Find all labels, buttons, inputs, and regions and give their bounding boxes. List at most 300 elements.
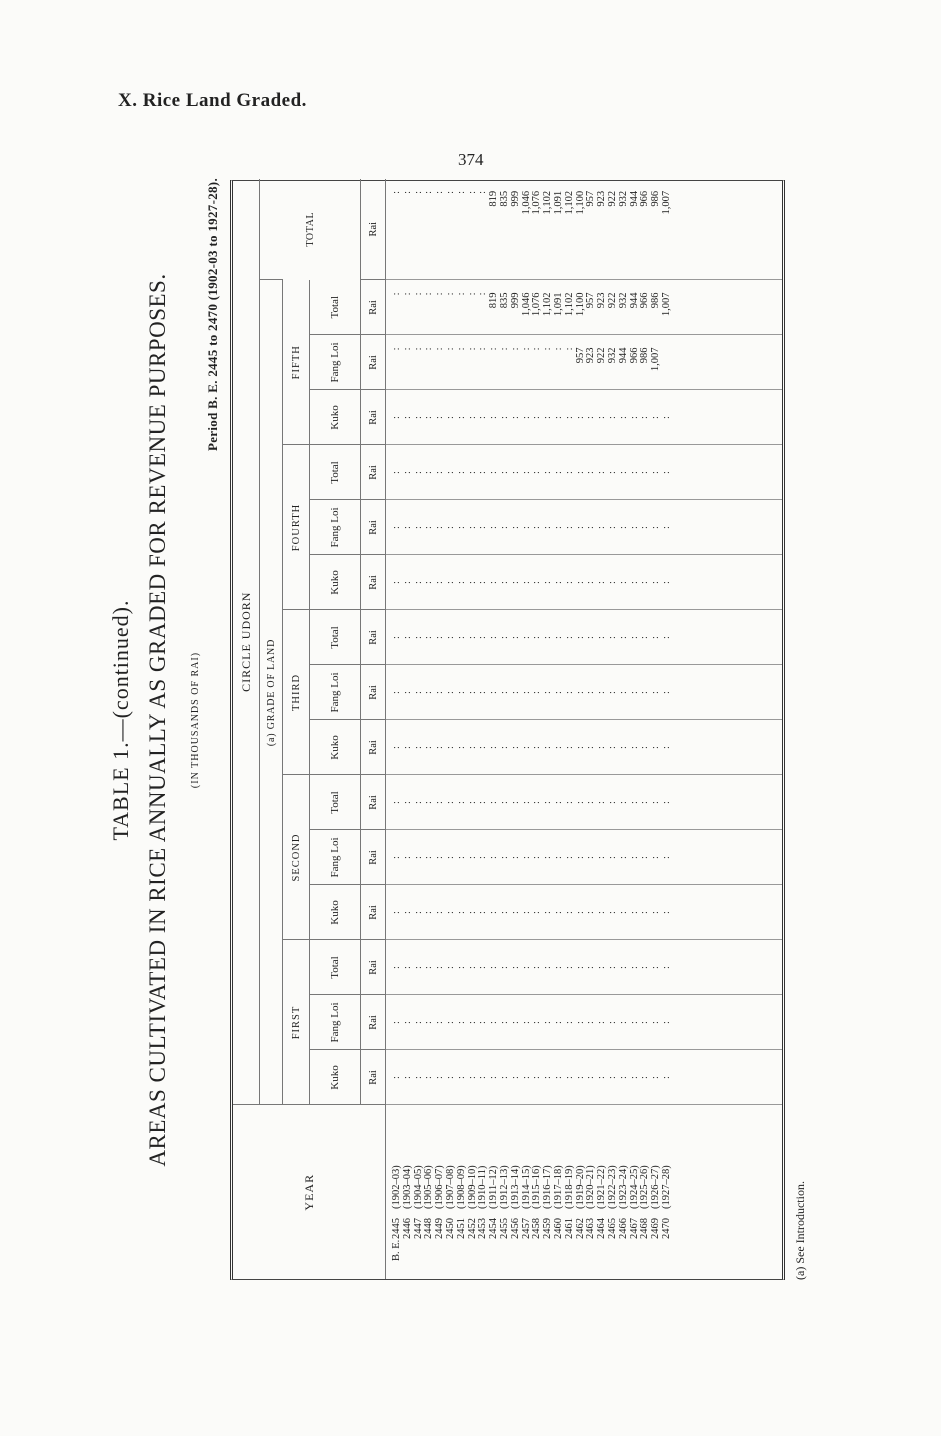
year-be: 2456 <box>509 1218 521 1239</box>
region-header: CIRCLE UDORN <box>233 179 260 1105</box>
table-cell: : <box>596 746 608 749</box>
table-cell: : <box>434 581 446 584</box>
table-cell: : <box>531 691 543 694</box>
table-cell: : <box>466 746 478 749</box>
table-cell: : <box>488 1021 500 1024</box>
table-cell: : <box>477 416 489 419</box>
table-cell: 1,076 <box>531 190 543 215</box>
table-cell: : <box>391 691 402 694</box>
table-cell: : <box>531 801 543 804</box>
year-ce: (1918–19) <box>563 1165 575 1209</box>
table-cell <box>662 348 673 390</box>
table-cell: : <box>391 190 402 194</box>
sub-header-kuko: Kuko <box>310 390 361 445</box>
table-cell: : <box>477 856 489 859</box>
sub-header-total: Total <box>310 445 361 500</box>
table-cell: : <box>488 966 500 969</box>
table-cell: : <box>639 526 651 529</box>
table-cell: : <box>596 636 608 639</box>
table-cell: 932 <box>606 347 618 364</box>
table-cell: : <box>660 1021 672 1024</box>
table-cell: : <box>639 416 651 419</box>
table-cell: : <box>606 1021 618 1024</box>
table-cell: : <box>531 746 543 749</box>
table-cell: : <box>552 347 564 351</box>
grade-first-total-column <box>386 940 783 995</box>
table-cell: 1,102 <box>563 190 575 215</box>
table-cell: : <box>531 416 543 419</box>
table-cell: : <box>391 581 402 584</box>
table-cell: : <box>606 526 618 529</box>
table-cell: : <box>412 581 424 584</box>
grade-third-total-column <box>386 610 783 665</box>
table-cell: : <box>444 636 456 639</box>
year-ce: (1908–09) <box>455 1165 467 1209</box>
table-cell: : <box>401 746 413 749</box>
table-cell: : <box>401 856 413 859</box>
table-cell: 944 <box>628 292 640 309</box>
table-cell: : <box>650 416 662 419</box>
total-header: TOTAL <box>260 179 361 280</box>
table-cell: : <box>412 801 424 804</box>
table-cell: : <box>574 966 586 969</box>
table-cell: 922 <box>606 292 618 309</box>
year-be: 2448 <box>423 1218 435 1239</box>
year-ce: (1910–11) <box>477 1165 489 1209</box>
table-cell: : <box>585 526 597 529</box>
table-cell: : <box>585 636 597 639</box>
table-cell: : <box>509 581 521 584</box>
year-ce: (1914–15) <box>520 1165 532 1209</box>
table-cell: : <box>617 416 629 419</box>
table-cell: : <box>434 190 446 194</box>
table-cell: : <box>552 966 564 969</box>
table-cell: : <box>617 1021 629 1024</box>
table-cell: : <box>628 581 640 584</box>
grade-first-header: FIRST <box>283 940 310 1105</box>
table-cell: : <box>434 1021 446 1024</box>
table-cell: : <box>650 1076 662 1079</box>
year-be: 2446 <box>401 1218 413 1239</box>
table-cell: : <box>412 292 424 296</box>
table-cell: 835 <box>498 190 510 207</box>
table-cell: : <box>542 1076 554 1079</box>
year-ce: (1915–16) <box>531 1165 543 1209</box>
table-cell: : <box>531 471 543 474</box>
table-cell: : <box>617 471 629 474</box>
table-cell: 923 <box>596 190 608 207</box>
table-cell: : <box>542 911 554 914</box>
table-cell: : <box>434 526 446 529</box>
section-heading: X. Rice Land Graded. <box>118 90 307 111</box>
table-cell: : <box>520 416 532 419</box>
table-cell: 966 <box>639 292 651 309</box>
year-ce: (1920–21) <box>585 1165 597 1209</box>
table-cell: : <box>585 801 597 804</box>
table-cell: : <box>660 636 672 639</box>
table-cell: : <box>434 801 446 804</box>
table-cell: : <box>444 471 456 474</box>
year-ce: (1904–05) <box>412 1165 424 1209</box>
table-cell: : <box>509 636 521 639</box>
table-cell: : <box>412 347 424 351</box>
table-cell: : <box>498 581 510 584</box>
year-be: 2465 <box>606 1218 618 1239</box>
table-cell: : <box>412 911 424 914</box>
table-cell: 1,076 <box>531 292 543 317</box>
table-cell: : <box>660 966 672 969</box>
table-cell: : <box>520 911 532 914</box>
table-cell: : <box>531 966 543 969</box>
table-cell: 1,100 <box>574 190 586 215</box>
table-cell: : <box>477 911 489 914</box>
table-cell: : <box>585 471 597 474</box>
table-cell: : <box>412 471 424 474</box>
sub-header-fang-loi: Fang Loi <box>310 500 361 555</box>
table-cell: : <box>466 526 478 529</box>
table-cell: : <box>650 856 662 859</box>
table-cell: : <box>639 1076 651 1079</box>
table-period: Period B. E. 2445 to 2470 (1902-03 to 1927-28). <box>205 178 220 451</box>
year-ce: (1926–27) <box>650 1165 662 1209</box>
unit-label: Rai <box>361 665 386 720</box>
table-cell: : <box>552 471 564 474</box>
table-cell: 932 <box>617 292 629 309</box>
table-cell: 819 <box>488 190 500 207</box>
year-ce: (1909–10) <box>466 1165 478 1209</box>
year-be: 2445 <box>391 1218 402 1239</box>
table-cell: 966 <box>639 190 651 207</box>
table-cell: : <box>477 1021 489 1024</box>
table-cell: : <box>542 801 554 804</box>
table-cell: : <box>466 347 478 351</box>
unit-label: Rai <box>361 555 386 610</box>
table-cell: : <box>391 856 402 859</box>
sub-header-total: Total <box>310 610 361 665</box>
table-cell: : <box>650 911 662 914</box>
table-cell: : <box>434 691 446 694</box>
table-cell: : <box>639 746 651 749</box>
year-ce: (1923–24) <box>617 1165 629 1209</box>
table-cell: : <box>617 581 629 584</box>
table-cell: : <box>574 856 586 859</box>
table-cell: : <box>455 1076 467 1079</box>
unit-label: Rai <box>361 335 386 390</box>
year-ce: (1911–12) <box>488 1165 500 1209</box>
table-cell: 986 <box>650 190 662 207</box>
table-cell: : <box>466 292 478 296</box>
table-cell: : <box>585 416 597 419</box>
grade-fifth-total-column <box>386 280 783 335</box>
year-be: 2464 <box>596 1218 608 1239</box>
table-cell: : <box>596 801 608 804</box>
table-cell: : <box>444 856 456 859</box>
sub-header-fang-loi: Fang Loi <box>310 665 361 720</box>
table-cell: : <box>509 911 521 914</box>
table-cell: 1,102 <box>542 190 554 215</box>
table-cell: : <box>563 966 575 969</box>
grade-second-total-column <box>386 775 783 830</box>
grade-second-header: SECOND <box>283 775 310 940</box>
table-cell: : <box>412 1021 424 1024</box>
table-cell: : <box>552 911 564 914</box>
table-cell: : <box>455 190 467 194</box>
table-cell: : <box>628 471 640 474</box>
table-cell: : <box>606 911 618 914</box>
table-cell: : <box>520 581 532 584</box>
table-cell: : <box>412 190 424 194</box>
table-cell: : <box>606 801 618 804</box>
table-cell: : <box>412 691 424 694</box>
table-cell: : <box>477 636 489 639</box>
grade-first-fang-loi-column <box>386 995 783 1050</box>
table-cell: : <box>531 856 543 859</box>
table-cell: : <box>552 856 564 859</box>
table-cell: : <box>509 801 521 804</box>
table-cell: : <box>509 471 521 474</box>
year-ce: (1927–28) <box>660 1165 672 1209</box>
grade-second-fang-loi-column <box>386 830 783 885</box>
table-cell: : <box>423 526 435 529</box>
year-be: 2458 <box>531 1218 543 1239</box>
rotated-table-region <box>100 140 807 1300</box>
year-be: 2455 <box>498 1218 510 1239</box>
table-cell: : <box>542 856 554 859</box>
table-cell: : <box>434 416 446 419</box>
table-cell: : <box>542 966 554 969</box>
table-cell: : <box>520 966 532 969</box>
table-cell: : <box>509 416 521 419</box>
table-cell: : <box>563 416 575 419</box>
sub-header-total: Total <box>310 775 361 830</box>
year-ce: (1921–22) <box>596 1165 608 1209</box>
table-cell: 1,007 <box>660 190 672 215</box>
table-cell: : <box>628 746 640 749</box>
table-cell: : <box>563 801 575 804</box>
table-cell: : <box>639 636 651 639</box>
table-cell: : <box>477 526 489 529</box>
year-be: 2467 <box>628 1218 640 1239</box>
table-cell: 999 <box>509 190 521 207</box>
table-cell: : <box>498 746 510 749</box>
table-cell: : <box>617 911 629 914</box>
table-cell: : <box>542 347 554 351</box>
table-cell: : <box>423 691 435 694</box>
table-cell: : <box>455 526 467 529</box>
year-be: 2462 <box>574 1218 586 1239</box>
table-cell: : <box>488 347 500 351</box>
table-cell: : <box>574 416 586 419</box>
table-cell: : <box>401 471 413 474</box>
table-cell: : <box>617 1076 629 1079</box>
table-cell: : <box>434 911 446 914</box>
table-cell: : <box>606 746 618 749</box>
table-cell: : <box>585 581 597 584</box>
table-cell: 922 <box>606 190 618 207</box>
table-cell: : <box>444 911 456 914</box>
table-cell: : <box>574 1021 586 1024</box>
table-cell: : <box>660 1076 672 1079</box>
table-cell: : <box>531 581 543 584</box>
grade-fourth-total-column <box>386 445 783 500</box>
table-cell: : <box>401 691 413 694</box>
year-ce: (1902–03) <box>391 1165 402 1209</box>
year-be: 2452 <box>466 1218 478 1239</box>
table-cell: : <box>498 416 510 419</box>
table-cell: : <box>466 581 478 584</box>
table-cell: 1,007 <box>650 347 662 372</box>
table-cell: : <box>455 1021 467 1024</box>
year-be: 2463 <box>585 1218 597 1239</box>
table-cell: : <box>628 911 640 914</box>
table-cell: : <box>444 292 456 296</box>
table-cell: 819 <box>488 292 500 309</box>
table-cell: : <box>660 801 672 804</box>
table-cell: : <box>444 691 456 694</box>
table-cell: 986 <box>650 292 662 309</box>
table-title: TABLE 1.—(continued). <box>108 599 133 841</box>
table-cell: : <box>498 526 510 529</box>
unit-label: Rai <box>361 500 386 555</box>
data-table <box>233 179 782 1279</box>
table-cell: : <box>628 526 640 529</box>
table-cell: : <box>391 1076 402 1079</box>
table-cell: : <box>563 636 575 639</box>
unit-label: Rai <box>361 775 386 830</box>
table-cell: : <box>391 416 402 419</box>
table-cell: : <box>520 636 532 639</box>
table-cell: : <box>542 416 554 419</box>
table-cell: : <box>498 911 510 914</box>
table-cell: : <box>455 471 467 474</box>
year-be: 2469 <box>650 1218 662 1239</box>
table-cell: : <box>574 581 586 584</box>
table-cell: : <box>444 190 456 194</box>
year-prefix: B. E. <box>391 1239 402 1261</box>
table-cell: : <box>488 801 500 804</box>
year-be: 2470 <box>660 1218 672 1239</box>
table-cell: : <box>423 1076 435 1079</box>
table-cell: : <box>563 856 575 859</box>
table-cell: : <box>542 1021 554 1024</box>
table-cell: 1,046 <box>520 292 532 317</box>
unit-label: Rai <box>361 940 386 995</box>
table-cell: : <box>488 526 500 529</box>
table-cell: : <box>531 1076 543 1079</box>
table-cell: : <box>466 911 478 914</box>
unit-label: Rai <box>361 179 386 280</box>
table-cell: : <box>391 526 402 529</box>
year-be: 2450 <box>444 1218 456 1239</box>
table-cell: 923 <box>585 347 597 364</box>
year-ce: (1922–23) <box>606 1165 618 1209</box>
table-cell: : <box>639 801 651 804</box>
table-cell: : <box>617 691 629 694</box>
table-cell: : <box>552 801 564 804</box>
table-cell: : <box>423 801 435 804</box>
table-cell: 1,046 <box>520 190 532 215</box>
grade-fourth-kuko-column <box>386 555 783 610</box>
table-cell: : <box>596 966 608 969</box>
table-cell: : <box>660 526 672 529</box>
year-ce: (1919–20) <box>574 1165 586 1209</box>
table-cell: : <box>477 966 489 969</box>
table-cell: : <box>628 1076 640 1079</box>
table-cell: : <box>660 581 672 584</box>
table-cell: : <box>498 801 510 804</box>
table-cell: : <box>401 347 413 351</box>
table-cell: : <box>574 636 586 639</box>
sub-header-kuko: Kuko <box>310 720 361 775</box>
table-cell: : <box>498 347 510 351</box>
table-cell: : <box>391 347 402 351</box>
table-cell: : <box>585 1021 597 1024</box>
table-cell: : <box>434 636 446 639</box>
table-cell: : <box>596 416 608 419</box>
table-cell: : <box>444 416 456 419</box>
sub-header-kuko: Kuko <box>310 1050 361 1105</box>
table-cell: : <box>391 911 402 914</box>
table-cell: : <box>542 746 554 749</box>
table-cell: : <box>606 856 618 859</box>
table-cell: : <box>574 746 586 749</box>
table-cell: : <box>444 347 456 351</box>
table-units: (IN THOUSANDS OF RAI) <box>190 651 201 789</box>
table-cell: : <box>466 416 478 419</box>
table-cell: : <box>552 581 564 584</box>
table-cell: : <box>401 636 413 639</box>
unit-label: Rai <box>361 720 386 775</box>
table-cell: : <box>542 691 554 694</box>
table-cell: : <box>617 966 629 969</box>
table-cell: : <box>520 746 532 749</box>
table-cell: : <box>401 966 413 969</box>
table-cell: : <box>639 966 651 969</box>
grade-fifth-header: FIFTH <box>283 280 310 445</box>
table-cell: : <box>563 526 575 529</box>
table-cell: : <box>520 801 532 804</box>
grade-third-header: THIRD <box>283 610 310 775</box>
table-cell: : <box>401 416 413 419</box>
year-ce: (1906–07) <box>434 1165 446 1209</box>
table-cell: : <box>391 471 402 474</box>
table-frame <box>230 180 785 1280</box>
table-cell: : <box>606 416 618 419</box>
table-cell: : <box>423 347 435 351</box>
table-cell: : <box>466 636 478 639</box>
table-cell: : <box>498 856 510 859</box>
table-cell: : <box>477 292 489 296</box>
table-cell: : <box>563 581 575 584</box>
table-cell: : <box>585 1076 597 1079</box>
table-cell: : <box>585 911 597 914</box>
table-cell: : <box>509 526 521 529</box>
table-cell: : <box>466 471 478 474</box>
year-be: 2449 <box>434 1218 446 1239</box>
table-cell: : <box>552 1076 564 1079</box>
year-ce: (1903–04) <box>401 1165 413 1209</box>
sub-header-total: Total <box>310 280 361 335</box>
table-cell: : <box>563 911 575 914</box>
table-cell: : <box>520 1076 532 1079</box>
table-cell: : <box>606 471 618 474</box>
table-cell: : <box>606 581 618 584</box>
table-cell: 1,007 <box>660 292 672 317</box>
table-cell: : <box>477 347 489 351</box>
table-cell: : <box>585 856 597 859</box>
table-cell: : <box>596 856 608 859</box>
table-cell: : <box>596 526 608 529</box>
